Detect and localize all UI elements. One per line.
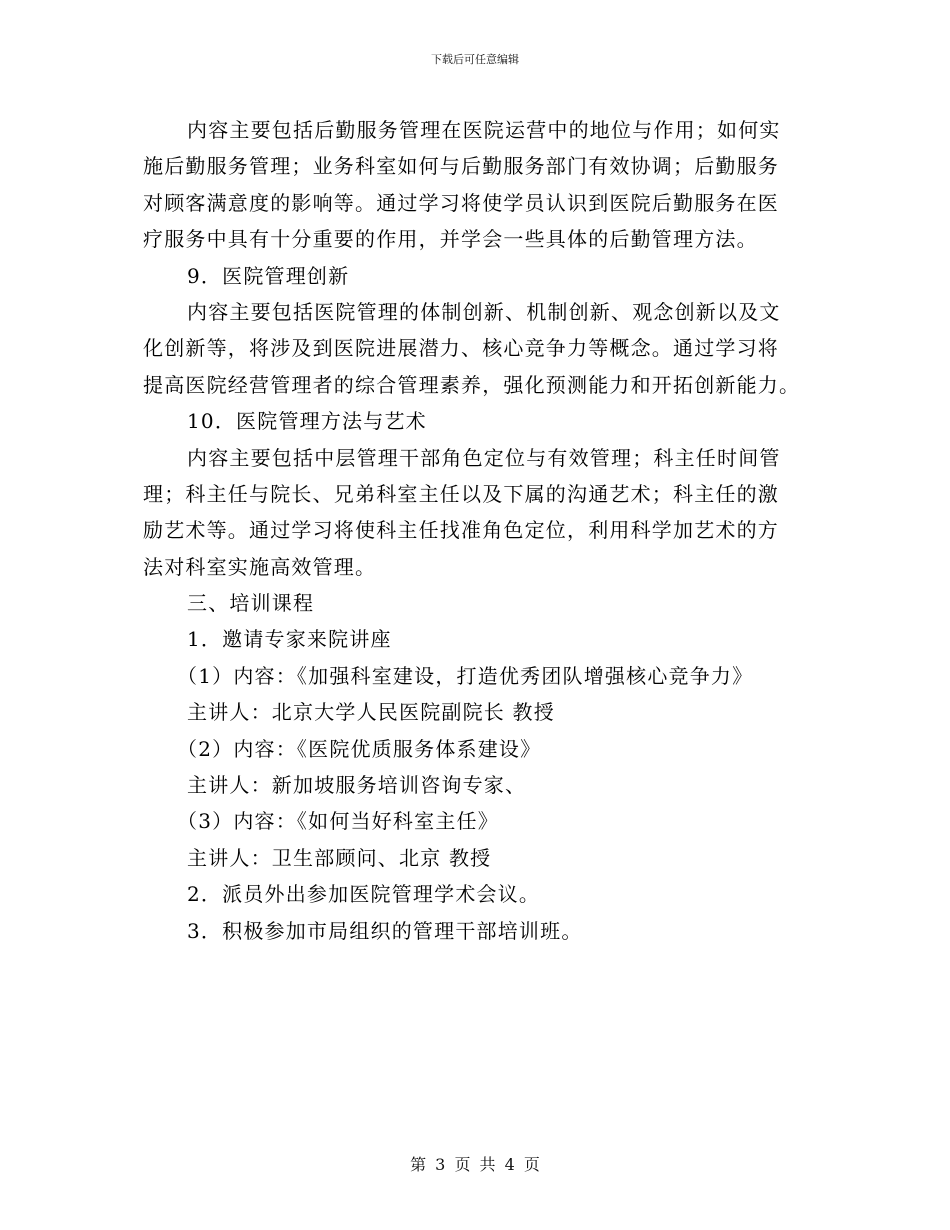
chapter-heading: 三、培训课程 bbox=[187, 591, 315, 616]
section-heading: 10．医院管理方法与艺术 bbox=[187, 409, 427, 434]
lecturer-line: 主讲人：新加坡服务培训咨询专家、 bbox=[187, 773, 527, 798]
section-heading: 1．邀请专家来院讲座 bbox=[187, 627, 392, 652]
lecturer-line: 主讲人：北京大学人民医院副院长 教授 bbox=[187, 700, 555, 725]
lecture-content: （1）内容：《加强科室建设，打造优秀团队增强核心竞争力》 bbox=[177, 663, 754, 688]
page-footer: 第 3 页 共 4 页 bbox=[410, 1155, 540, 1174]
section-heading: 9．医院管理创新 bbox=[187, 263, 350, 288]
list-item: 3．积极参加市局组织的管理干部培训班。 bbox=[187, 918, 583, 943]
page-header: 下载后可任意编辑 bbox=[431, 53, 519, 66]
text-line: 施后勤服务管理；业务科室如何与后勤服务部门有效协调；后勤服务 bbox=[143, 154, 779, 179]
text-line: 理；科主任与院长、兄弟科室主任以及下属的沟通艺术；科主任的激 bbox=[143, 481, 779, 506]
text-line: 疗服务中具有十分重要的作用，并学会一些具体的后勤管理方法。 bbox=[143, 227, 758, 252]
lecture-content: （3）内容：《如何当好科室主任》 bbox=[177, 809, 499, 834]
lecturer-line: 主讲人：卫生部顾问、北京 教授 bbox=[187, 845, 492, 870]
lecture-content: （2）内容：《医院优质服务体系建设》 bbox=[177, 736, 542, 761]
text-line: 励艺术等。通过学习将使科主任找准角色定位，利用科学加艺术的方 bbox=[143, 518, 779, 543]
text-line: 提高医院经营管理者的综合管理素养，强化预测能力和开拓创新能力。 bbox=[143, 372, 801, 397]
text-line: 内容主要包括医院管理的体制创新、机制创新、观念创新以及文 bbox=[187, 299, 781, 324]
text-line: 法对科室实施高效管理。 bbox=[143, 554, 377, 579]
text-line: 对顾客满意度的影响等。通过学习将使学员认识到医院后勤服务在医 bbox=[143, 190, 779, 215]
document-body bbox=[143, 112, 813, 949]
text-line: 内容主要包括后勤服务管理在医院运营中的地位与作用；如何实 bbox=[187, 118, 781, 142]
text-line: 内容主要包括中层管理干部角色定位与有效管理；科主任时间管 bbox=[187, 445, 781, 470]
list-item: 2．派员外出参加医院管理学术会议。 bbox=[187, 882, 541, 907]
text-line: 化创新等，将涉及到医院进展潜力、核心竞争力等概念。通过学习将 bbox=[143, 336, 779, 361]
